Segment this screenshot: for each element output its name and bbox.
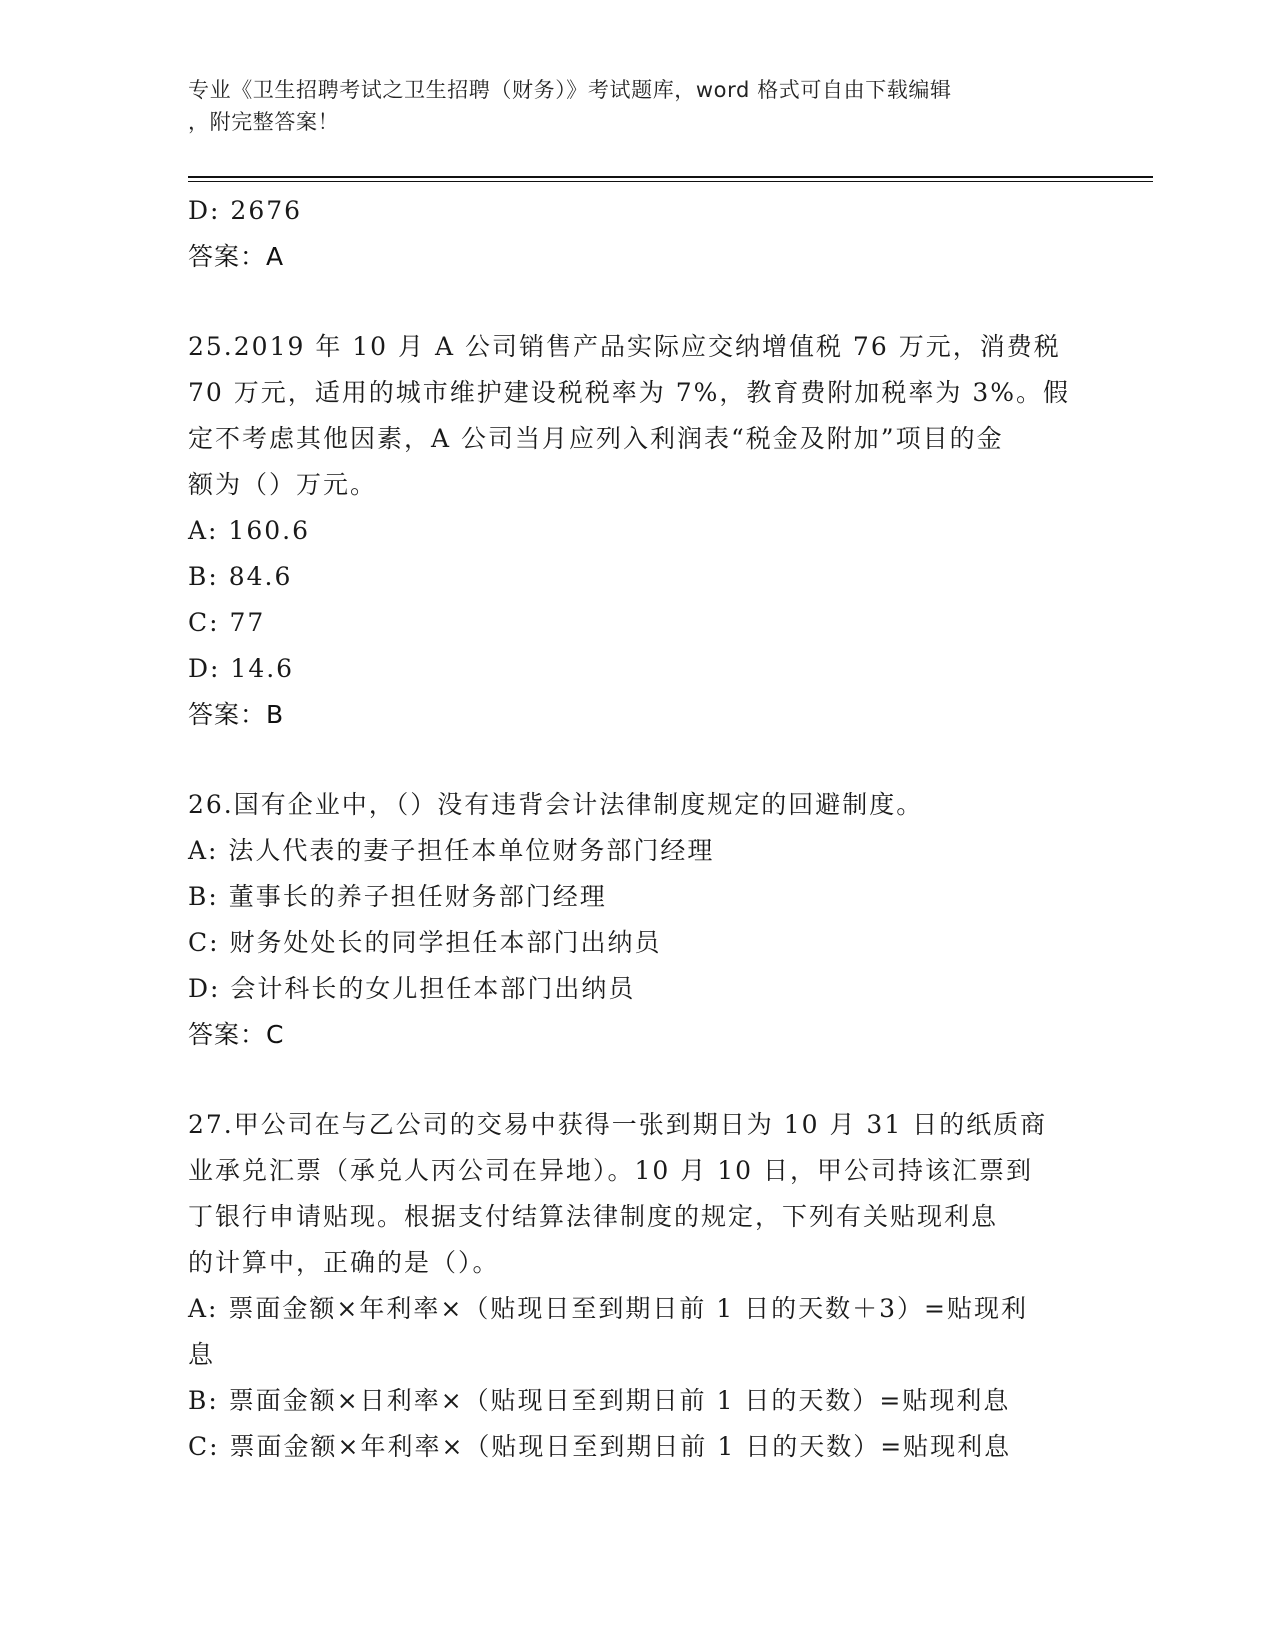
question-27: [188, 1102, 1088, 1470]
header-divider-thick: [188, 176, 1153, 178]
option-d: D: 14.6: [188, 654, 295, 683]
stem-line: 70 万元，适用的城市维护建设税税率为 7%，教育费附加税率为 3%。假: [188, 378, 1070, 407]
header-divider-thin: [188, 181, 1153, 182]
answer-line: 答案：A: [188, 242, 285, 271]
option-c: C: 财务处处长的同学担任本部门出纳员: [188, 928, 662, 957]
question-stem: [188, 1102, 1088, 1286]
document-body: [188, 188, 1088, 1470]
option-b: B: 董事长的养子担任财务部门经理: [188, 882, 607, 911]
option-c: C: 77: [188, 608, 266, 637]
previous-question-tail: [188, 188, 1088, 280]
stem-line: 额为（）万元。: [188, 470, 378, 499]
option-a: A: 160.6: [188, 516, 310, 545]
question-stem: [188, 782, 1088, 828]
option-b: B: 票面金额×日利率×（贴现日至到期日前 1 日的天数）=贴现利息: [188, 1386, 1011, 1415]
option-a-continuation: 息: [188, 1340, 216, 1369]
stem-line: 25.2019 年 10 月 A 公司销售产品实际应交纳增值税 76 万元，消费税: [188, 332, 1061, 361]
stem-line: 27.甲公司在与乙公司的交易中获得一张到期日为 10 月 31 日的纸质商: [188, 1110, 1048, 1139]
answer-line: 答案：C: [188, 1020, 285, 1049]
header-line-2: ，附完整答案！: [188, 110, 340, 134]
stem-line: 的计算中，正确的是（）。: [188, 1248, 500, 1277]
question-stem: [188, 324, 1088, 508]
question-25: [188, 324, 1088, 738]
option-d: D: 会计科长的女儿担任本部门出纳员: [188, 974, 636, 1003]
document-header: [188, 74, 1088, 138]
header-line-1: 专业《卫生招聘考试之卫生招聘（财务）》考试题库，word 格式可自由下载编辑: [188, 78, 952, 102]
option-a: A: 票面金额×年利率×（贴现日至到期日前 1 日的天数＋3）=贴现利: [188, 1294, 1028, 1323]
option-b: B: 84.6: [188, 562, 293, 591]
stem-line: 26.国有企业中，（）没有违背会计法律制度规定的回避制度。: [188, 790, 924, 819]
stem-line: 业承兑汇票（承兑人丙公司在异地）。10 月 10 日，甲公司持该汇票到: [188, 1156, 1033, 1185]
option-a: A: 法人代表的妻子担任本单位财务部门经理: [188, 836, 715, 865]
question-26: [188, 782, 1088, 1058]
stem-line: 定不考虑其他因素，A 公司当月应列入利润表“税金及附加”项目的金: [188, 424, 1004, 453]
option-c: C: 票面金额×年利率×（贴现日至到期日前 1 日的天数）=贴现利息: [188, 1432, 1012, 1461]
option-d: D: 2676: [188, 196, 303, 225]
answer-line: 答案：B: [188, 700, 285, 729]
stem-line: 丁银行申请贴现。根据支付结算法律制度的规定，下列有关贴现利息: [188, 1202, 999, 1231]
